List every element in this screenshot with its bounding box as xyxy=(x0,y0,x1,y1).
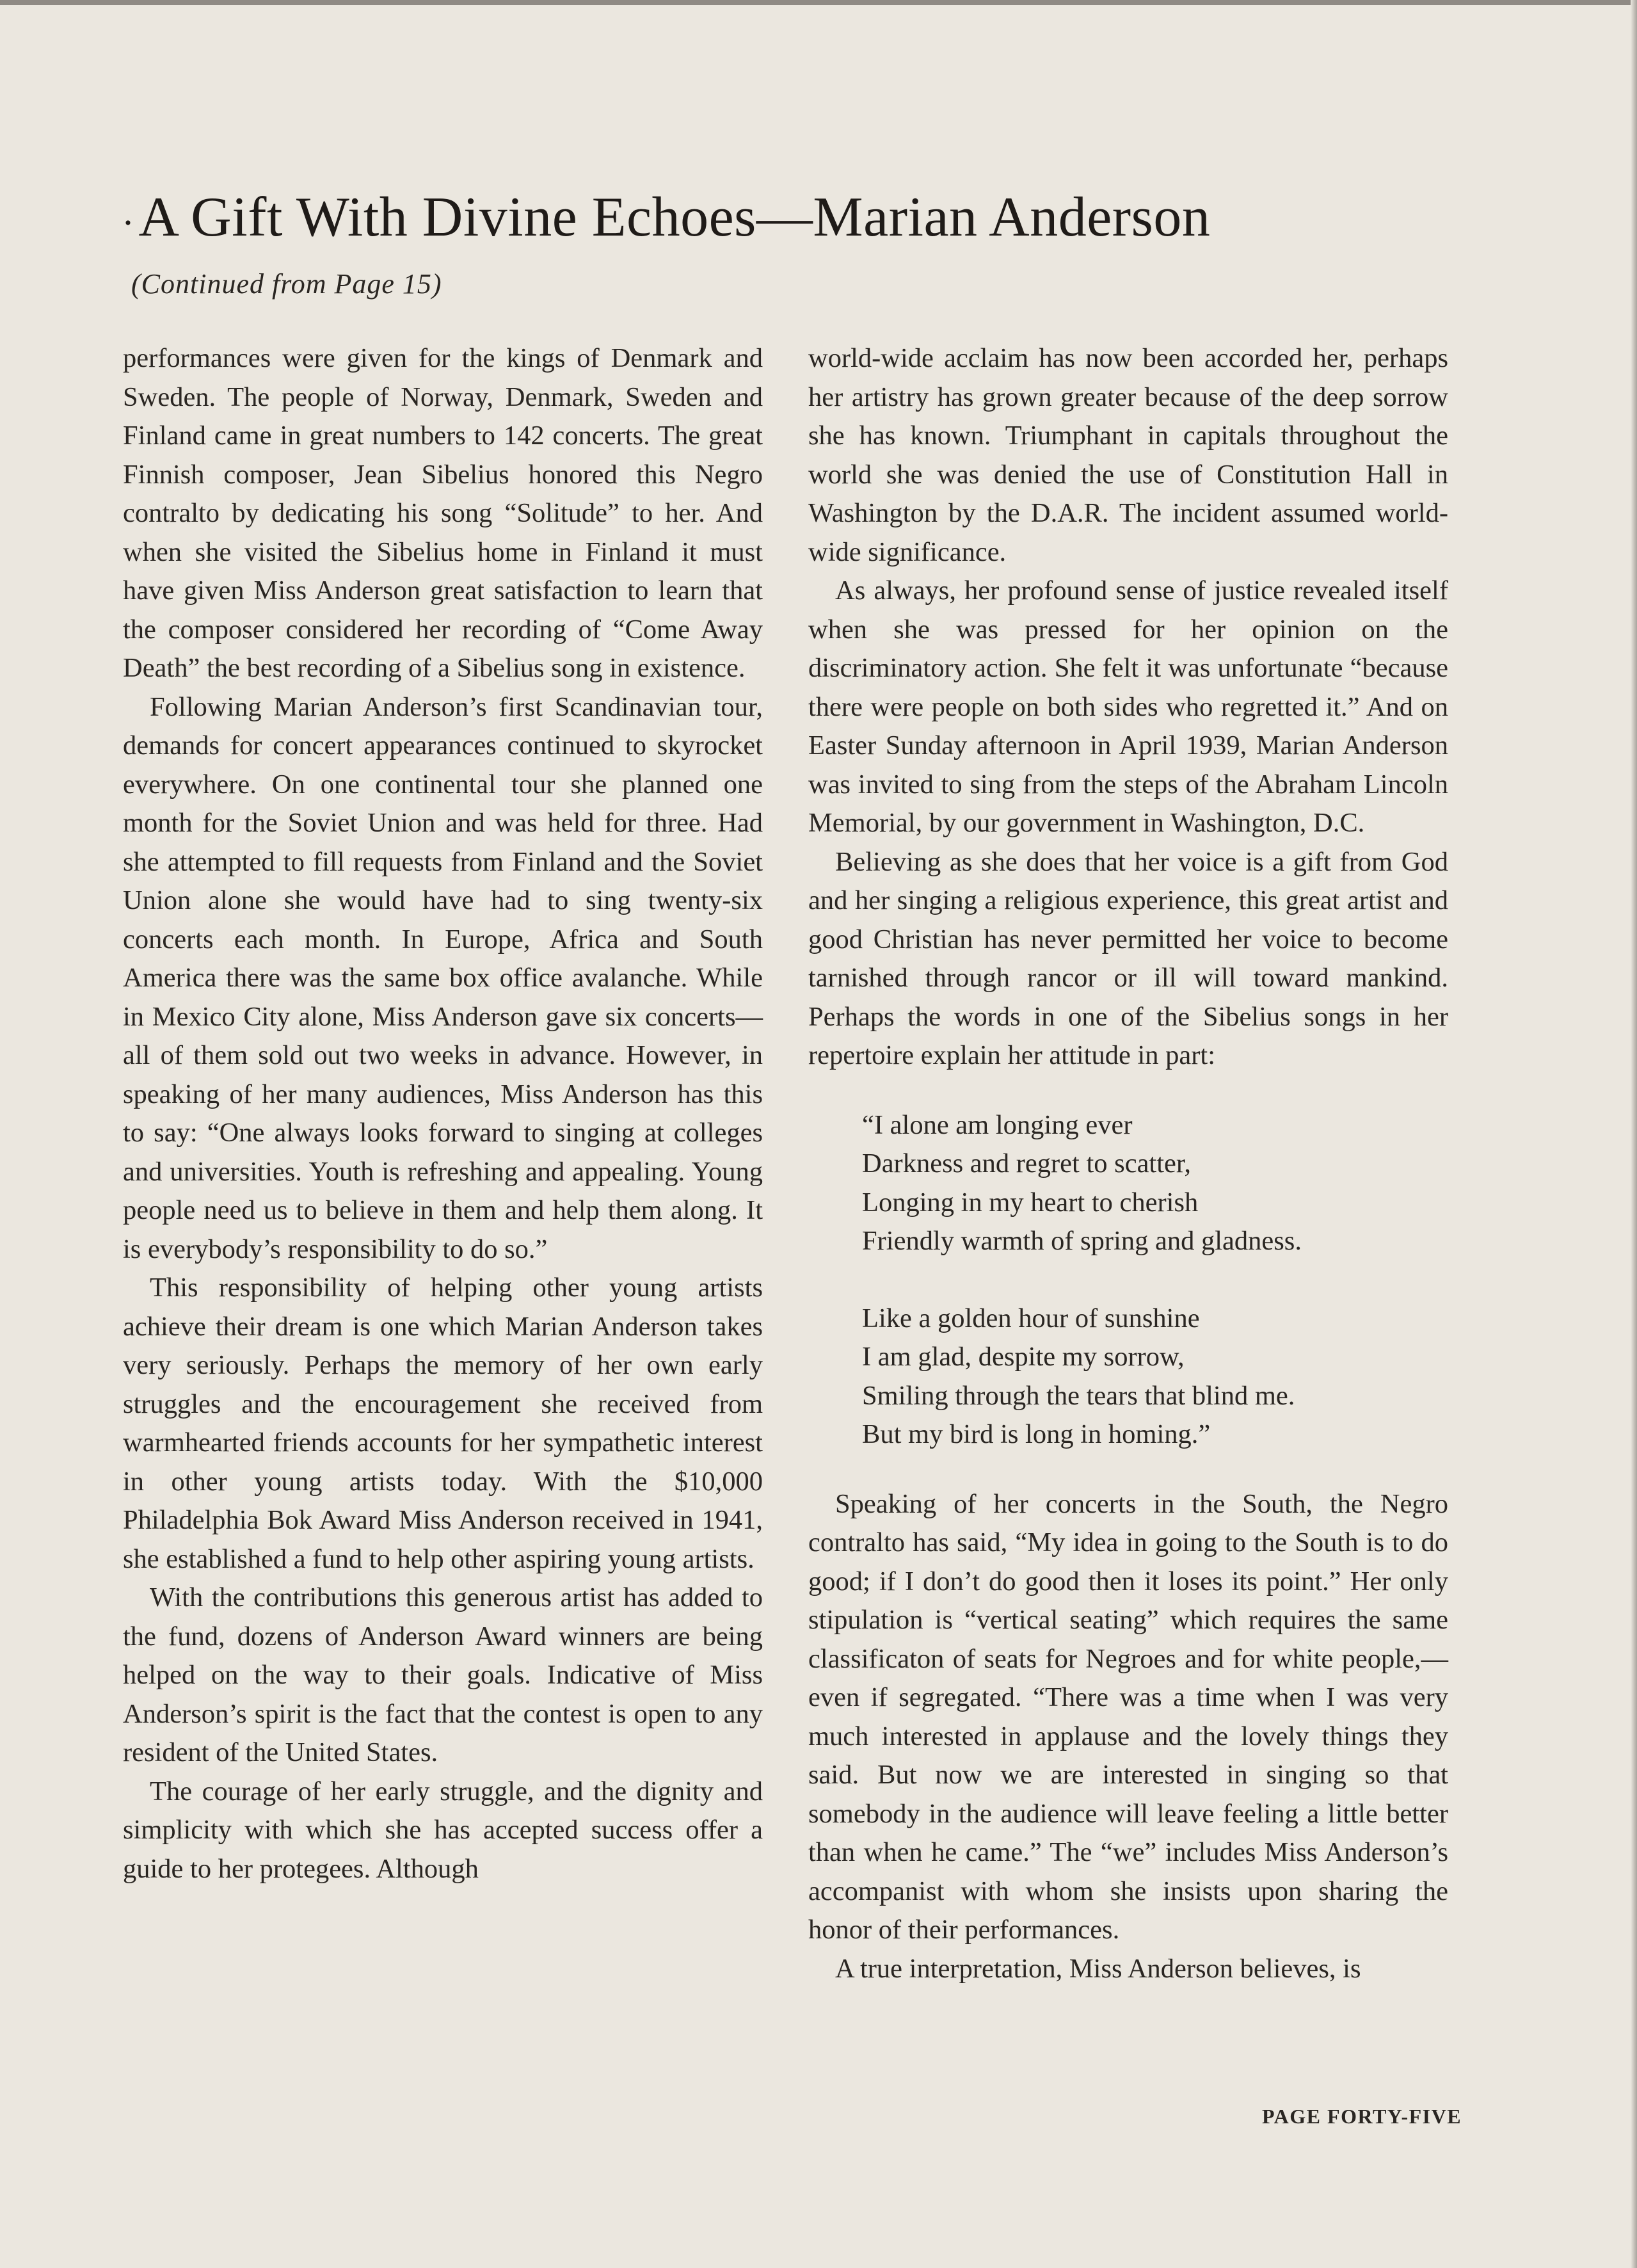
continued-note: (Continued from Page 15) xyxy=(131,268,442,300)
paragraph: As always, her profound sense of justice revealed itself when she was pressed for her opinion on the discriminatory action. She felt it was unfortunate “because there were people on both sides who regretted it.” And on Easter Sunday afternoon in April 1939, Marian Anderson was invited to sing from the steps of the Abraham Lincoln Memorial, by our government in Washington, D.C. xyxy=(808,575,1448,838)
title-bullet: · xyxy=(122,201,135,244)
left-column xyxy=(123,339,763,1888)
paragraph: performances were given for the kings of Denmark and Sweden. The people of Norway, Denmark, Sweden and Finland came in great numbers to 142 concerts. The great Finnish composer, Jean Sibelius honored this Negro contralto by dedicating his song “Solitude” to her. And when she visited the Sibelius home in Finland it must have given Miss Anderson great satisfaction to learn that the composer considered her recording of “Come Away Death” the best recording of a Sibelius song in existence. xyxy=(123,343,763,683)
paragraph: Following Marian Anderson’s first Scandinavian tour, demands for concert appearances continued to skyrocket everywhere. On one continental tour she planned one month for the Soviet Union and was held for three. Had she attempted to fill requests from Finland and the Soviet Union alone she would have had to sing twenty-six concerts each month. In Europe, Africa and South America there was the same box office avalanche. While in Mexico City alone, Miss Anderson gave six concerts—all of them sold out two weeks in advance. However, in speaking of her many audiences, Miss Anderson has this to say: “One always looks forward to singing at colleges and universities. Youth is refreshing and appealing. Young people need us to believe in them and help them along. It is everybody’s responsibility to do so.” xyxy=(123,691,763,1264)
page-top-edge xyxy=(0,0,1637,5)
poem-stanza xyxy=(862,1299,1448,1454)
paragraph: The courage of her early struggle, and the dignity and simplicity with which she has accepted success offer a guide to her protegees. Although xyxy=(123,1776,763,1884)
paragraph: This responsibility of helping other young artists achieve their dream is one which Marian Anderson takes very seriously. Perhaps the memory of her own early struggles and the encouragement she received from warmhearted friends accounts for her sympathetic interest in other young artists today. With the $10,000 Philadelphia Bok Award Miss Anderson received in 1941, she established a fund to help other aspiring young artists. xyxy=(123,1273,763,1574)
paragraph: With the contributions this generous artist has added to the fund, dozens of Anderson Award winners are being helped on the way to their goals. Indicative of Miss Anderson’s spirit is the fact that the contest is open to any resident of the United States. xyxy=(123,1582,763,1767)
poem-line: Longing in my heart to cherish xyxy=(862,1187,1199,1218)
page-right-edge xyxy=(1631,0,1637,2268)
poem-line: Like a golden hour of sunshine xyxy=(862,1303,1200,1333)
article-title xyxy=(122,182,1529,258)
article-title-text: A Gift With Divine Echoes—Marian Anderson xyxy=(138,186,1211,248)
right-column xyxy=(808,339,1448,1988)
poem-quote xyxy=(862,1106,1448,1454)
page-number: PAGE FORTY-FIVE xyxy=(1262,2105,1462,2128)
paragraph: A true interpretation, Miss Anderson believes, is xyxy=(835,1953,1361,1984)
poem-line: But my bird is long in homing.” xyxy=(862,1419,1211,1449)
paragraph: Believing as she does that her voice is a gift from God and her singing a religious experience, this great artist and good Christian has never permitted her voice to become tarnished through rancor or ill will toward mankind. Perhaps the words in one of the Sibelius songs in her repertoire explain her attitude in part: xyxy=(808,846,1448,1070)
poem-line: Darkness and regret to scatter, xyxy=(862,1148,1191,1178)
paragraph: world-wide acclaim has now been accorded her, perhaps her artistry has grown greater because of the deep sorrow she has known. Triumphant in capitals throughout the world she was denied the use of Constitution Hall in Washington by the D.A.R. The incident assumed world-wide significance. xyxy=(808,343,1448,567)
poem-line: “I alone am longing ever xyxy=(862,1109,1133,1140)
paragraph: Speaking of her concerts in the South, the Negro contralto has said, “My idea in going to the South is to do good; if I don’t do good then it loses its point.” Her only stipulation is “vertical seating” which requires the same classificaton of seats for Negroes and for white people,—even if segregated. “There was a time when I was very much interested in applause and the lovely things they said. But now we are interested in singing so that somebody in the audience will leave feeling a little better than when he came.” The “we” includes Miss Anderson’s accompanist with whom she insists upon sharing the honor of their performances. xyxy=(808,1488,1448,1945)
poem-stanza xyxy=(862,1106,1448,1261)
poem-line: I am glad, despite my sorrow, xyxy=(862,1342,1185,1372)
poem-line: Friendly warmth of spring and gladness. xyxy=(862,1226,1302,1256)
poem-line: Smiling through the tears that blind me. xyxy=(862,1380,1295,1411)
